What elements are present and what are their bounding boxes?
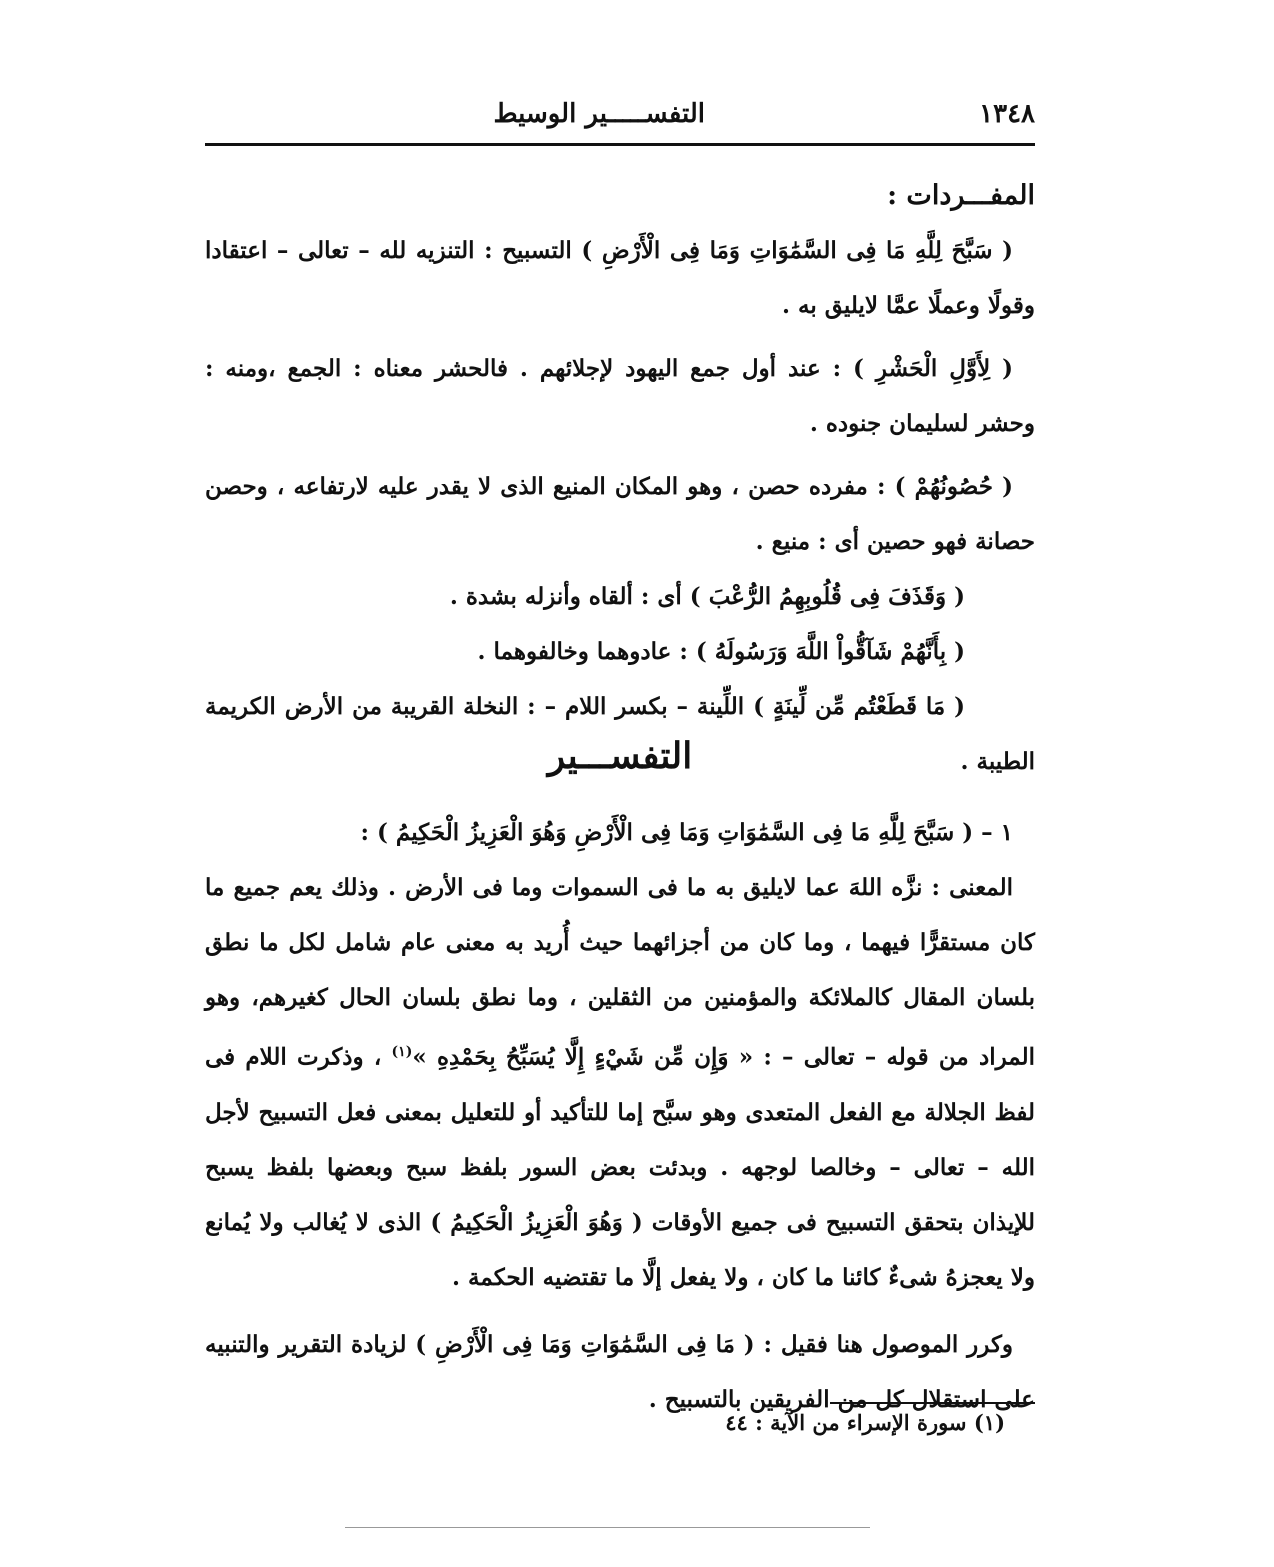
vocab-entry: ( لِأَوَّلِ الْحَشْرِ ) : عند أول جمع اليهود لإجلائهم . فالحشر معناه : الجمع ،ومنه : وحشر لسليمان جنوده . [205,355,1035,437]
tafsir-paragraph: وكرر الموصول هنا فقيل : ( مَا فِى السَّمَٰوَاتِ وَمَا فِى الْأَرْضِ ) لزيادة التقرير والتنبيه على استقلال كل من الفريقين بالتسبيح . [205,1330,1035,1413]
tafsir-text: المعنى : نزَّه اللهَ عما لايليق به ما فى السموات وما فى الأرض . وذلك يعم جميع ما كان مستقرًّا فيهما ، وما كان من أجزائهما حيث أُريد به معنى عام شامل لكل ما نطق بلسان المقال كالملائكة والمؤمنين من الثقلين ، وما نطق بلسان الحال كغيرهم، وهو المراد من قوله – تعالى – : « وَإِن مِّن شَيْءٍ إِلَّا يُسَبِّحُ بِحَمْدِهِ » [205,874,1035,1071]
vocabulary-section [205,168,1035,789]
vocab-entry: ( حُصُونُهُمْ ) : مفرده حصن ، وهو المكان المنيع الذى لا يقدر عليه لارتفاعه ، وحصن حصانة فهو حصين أى : منيع . [205,473,1035,555]
running-title: التفســـــير الوسيط [493,99,705,129]
verse-line: ١ – ( سَبَّحَ لِلَّهِ مَا فِى السَّمَٰوَاتِ وَمَا فِى الْأَرْضِ وَهُوَ الْعَزِيزُ الْحَكِيمُ ) : [360,819,1013,846]
footnote-rule [830,1402,1035,1404]
bottom-rule [345,1527,870,1528]
vocab-entry: ( بِأَنَّهُمْ شَآقُّواْ اللَّهَ وَرَسُولَهُ ) : عادوهما وخالفوهما . [477,638,965,665]
vocab-entry: ( مَا قَطَعْتُم مِّن لِّينَةٍ ) اللِّينة – بكسر اللام – : النخلة القريبة من الأرض الكريمة الطيبة . [205,693,1035,775]
page-header [205,95,1035,141]
tafsir-text-cont: ، وذكرت اللام فى لفظ الجلالة مع الفعل المتعدى وهو سبَّح إما للتأكيد أو للتعليل بمعنى فعل التسبيح لأجل الله – تعالى – وخالصا لوجهه . وبدئت بعض السور بلفظ سبح وبعضها بلفظ يسبح للإيذان بتحقق التسبيح فى جميع الأوقات ( وَهُوَ الْعَزِيزُ الْحَكِيمُ ) الذى لا يُغالب ولا يُمانع ولا يعجزهُ شىءٌ كائنا ما كان ، ولا يفعل إلَّا ما تقتضيه الحكمة . [205,1043,1035,1291]
tafsir-heading: التفســـير [547,735,693,777]
tafsir-section [205,805,1035,1427]
vocab-entry: ( سَبَّحَ لِلَّهِ مَا فِى السَّمَٰوَاتِ وَمَا فِى الْأَرْضِ ) التسبيح : التنزيه لله – تعالى – اعتقادا وقولًا وعملًا عمَّا لايليق به . [205,237,1035,319]
tafsir-paragraph [205,860,1035,1305]
footnote: (١) سورة الإسراء من الآية : ٤٤ [725,1410,1005,1435]
header-rule [205,143,1035,146]
vocabulary-heading: المفـــردات : [887,180,1035,211]
vocab-entry: ( وَقَذَفَ فِى قُلُوبِهِمُ الرُّعْبَ ) أى : ألقاه وأنزله بشدة . [449,583,965,610]
page-number: ١٣٤٨ [979,99,1035,129]
footnote-marker: (١) [391,1044,413,1060]
